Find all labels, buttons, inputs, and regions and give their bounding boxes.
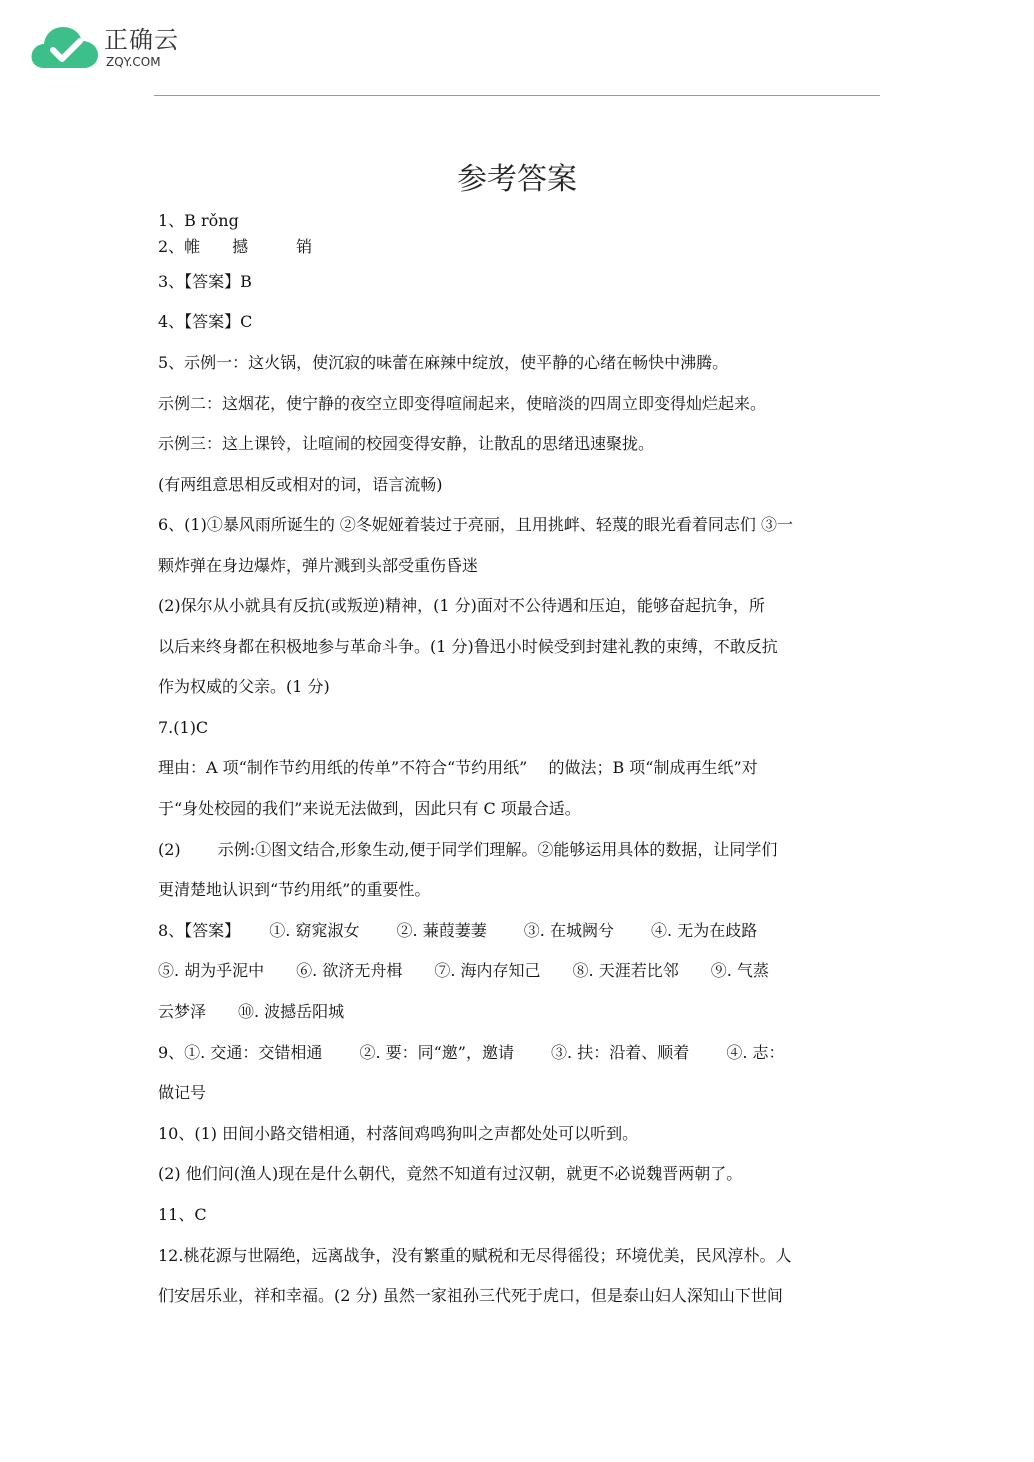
page-title: 参考答案 <box>457 162 577 197</box>
text-line: 们安居乐业，祥和幸福。(2 分) 虽然一家祖孙三代死于虎口，但是泰山妇人深知山下世间 <box>158 1286 783 1305</box>
text-line: 5、示例一：这火锅，使沉寂的味蕾在麻辣中绽放，使平静的心绪在畅快中沸腾。 <box>158 353 729 372</box>
brand-logo <box>30 22 180 74</box>
text-line: 颗炸弹在身边爆炸，弹片溅到头部受重伤昏迷 <box>158 556 479 575</box>
text-line: 作为权威的父亲。(1 分) <box>158 677 330 696</box>
text-line: 3、【答案】B <box>158 272 252 291</box>
text-line: (2) 他们问(渔人)现在是什么朝代，竟然不知道有过汉朝，就更不必说魏晋两朝了。 <box>158 1164 743 1183</box>
text-line: 示例二：这烟花，使宁静的夜空立即变得喧闹起来，使暗淡的四周立即变得灿烂起来。 <box>158 394 767 413</box>
header-divider <box>154 95 880 96</box>
text-line: 更清楚地认识到“节约用纸”的重要性。 <box>158 880 431 899</box>
text-line: (2) 示例:①图文结合,形象生动,便于同学们理解。②能够运用具体的数据，让同学们 <box>158 840 778 859</box>
cloud-check-icon <box>30 22 100 74</box>
text-line: 做记号 <box>158 1083 207 1102</box>
text-line: 云梦泽 ⑩. 波撼岳阳城 <box>158 1002 345 1021</box>
text-line: 示例三：这上课铃，让喧闹的校园变得安静，让散乱的思绪迅速聚拢。 <box>158 434 655 453</box>
text-line: 11、C <box>158 1205 207 1224</box>
text-line: ⑤. 胡为乎泥中 ⑥. 欲济无舟楫 ⑦. 海内存知己 ⑧. 天涯若比邻 ⑨. 气蒸 <box>158 961 769 980</box>
text-line: 12.桃花源与世隔绝，远离战争，没有繁重的赋税和无尽得徭役；环境优美，民风淳朴。人 <box>158 1246 792 1265</box>
text-line: (2)保尔从小就具有反抗(或叛逆)精神，(1 分)面对不公待遇和压迫，能够奋起抗争，所 <box>158 596 765 615</box>
text-line: 7.(1)C <box>158 718 209 737</box>
text-line: 1、B rǒng <box>158 211 239 230</box>
text-line: 8、【答案】 ①. 窈窕淑女 ②. 蒹葭萋萋 ③. 在城阙兮 ④. 无为在歧路 <box>158 921 758 940</box>
brand-name: 正确云 <box>104 26 179 54</box>
text-line: 以后来终身都在积极地参与革命斗争。(1 分)鲁迅小时候受到封建礼教的束缚，不敢反抗 <box>158 637 778 656</box>
text-line: 9、①. 交通：交错相通 ②. 要：同“邀”，邀请 ③. 扶：沿着、顺着 ④. 志： <box>158 1043 785 1062</box>
text-line: 于“身处校园的我们”来说无法做到，因此只有 C 项最合适。 <box>158 799 581 818</box>
text-line: 10、(1) 田间小路交错相通，村落间鸡鸣狗叫之声都处处可以听到。 <box>158 1124 639 1143</box>
text-line: 6、(1)①暴风雨所诞生的 ②冬妮娅着装过于亮丽，且用挑衅、轻蔑的眼光看着同志们 ③一 <box>158 515 794 534</box>
text-line: 2、帷 撼 销 <box>158 237 313 256</box>
text-line: (有两组意思相反或相对的词，语言流畅) <box>158 475 443 494</box>
text-line: 4、【答案】C <box>158 312 253 331</box>
text-line: 理由：A 项“制作节约用纸的传单”不符合“节约用纸” 的做法；B 项“制成再生纸”对 <box>158 758 758 777</box>
brand-domain: ZQY.COM <box>106 55 161 69</box>
